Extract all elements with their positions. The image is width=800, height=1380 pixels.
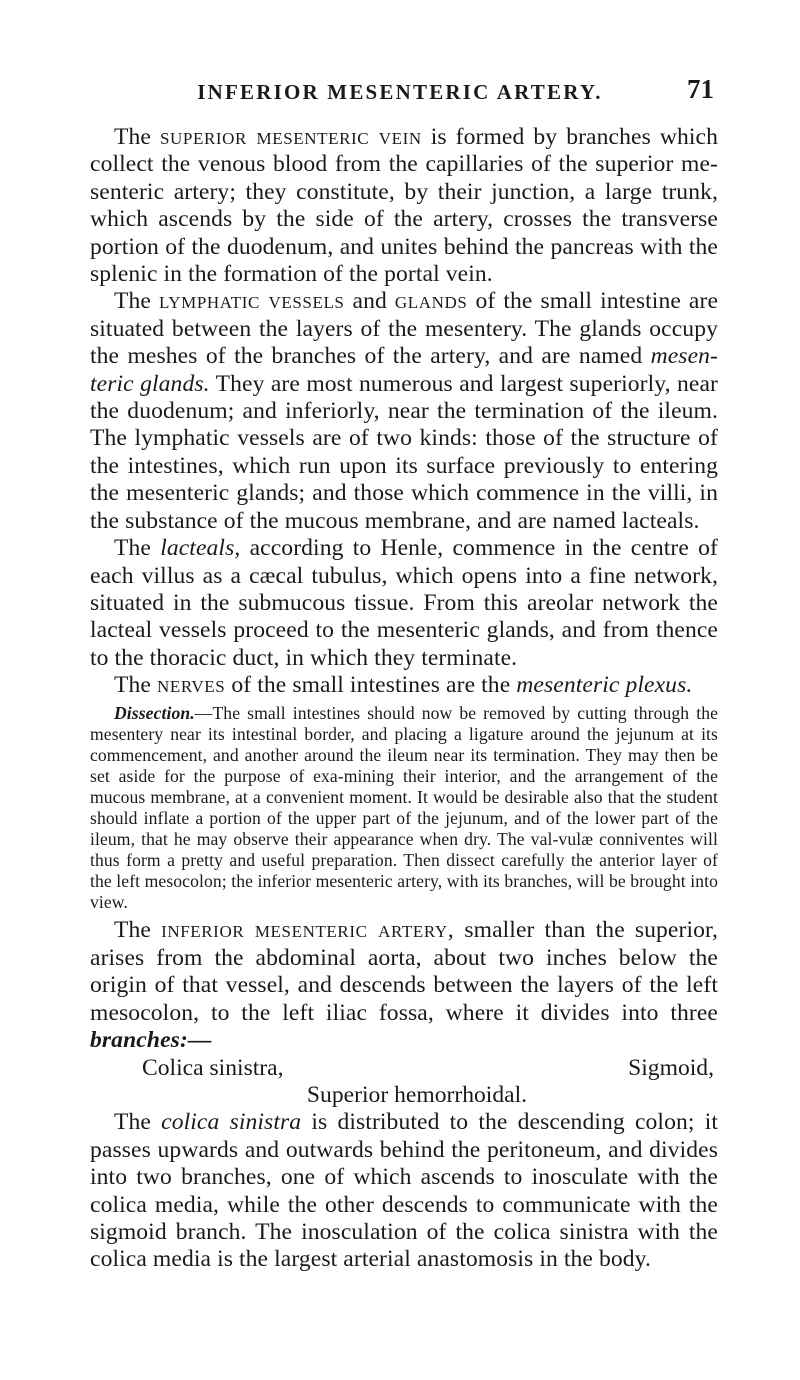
term-mesenteric-glands: mesen-teric glands. [90, 343, 719, 397]
branch-row [90, 1082, 718, 1109]
paragraph-lead: The [114, 288, 151, 315]
branch-list [90, 1055, 718, 1110]
term-lymphatic-vessels: lymphatic vessels [159, 288, 345, 315]
paragraph-colica-sinistra [90, 1109, 718, 1273]
term-nerves: nerves [156, 672, 226, 699]
branch-superior-hemorrhoidal: Superior hemorrhoidal. [306, 1081, 528, 1108]
paragraph-text: They are most numerous and largest superiorly, near the duodenum; and inferiorly, near the termination of the ileum. The lymphatic vessels are of two kinds: those of the structure of the intestines, which run upon its surface previously to entering the mesenteric glands; and those which commence in the villi, in the substance of the mucous membrane, and are named lacteals. [90, 370, 718, 534]
dissection-label: Dissection. [114, 702, 195, 723]
paragraph-text: according to Henle, commence in the centre of each villus as a cæcal tubulus, which opens into a fine network, situated in the submucous tissue. From this areolar network the lacteal vessels proceed to the mesenteric glands, and from thence to the thoracic duct, in which they terminate. [90, 535, 719, 671]
term-branches: branches:— [90, 1027, 212, 1054]
running-title: INFERIOR MESENTERIC ARTERY. [197, 80, 603, 104]
term-inferior-mesenteric-artery: inferior mesenteric artery, [161, 917, 455, 944]
paragraph-lead: The [114, 1109, 151, 1136]
paragraph-lacteals [90, 535, 718, 672]
term-superior-mesenteric-vein: superior mesenteric vein [160, 124, 422, 150]
paragraph-lead: The [114, 124, 151, 150]
paragraph-dissection [90, 703, 718, 914]
term-mesenteric-plexus: mesenteric plexus. [516, 672, 693, 699]
paragraph-superior-mesenteric-vein [90, 124, 718, 288]
paragraph-text: of the small intestines are the [231, 672, 511, 699]
conjunction: and [352, 288, 387, 315]
term-lacteals: lacteals, [160, 535, 241, 562]
branch-row [90, 1055, 718, 1082]
paragraph-inferior-mesenteric-artery [90, 917, 718, 1054]
term-glands: glands [394, 288, 468, 315]
branch-sigmoid: Sigmoid, [628, 1054, 714, 1081]
dissection-text: —The small intestines should now be removed by cutting through the mesentery near its intestinal border, and placing a ligature around the jejunum at its commencement, and another around the ileum near its termination. They may then be set aside for the purpose of exa-mining their interior, and the arrangement of the mucous membrane, at a convenient moment. It would be desirable also that the student should inflate a portion of the upper part of the jejunum, and of the lower part of the ileum, that he may observe their appearance when dry. The val-vulæ conniventes will thus form a pretty and useful preparation. Then dissect carefully the anterior layer of the left mesocolon; the inferior mesenteric artery, with its branches, will be brought into view. [90, 702, 718, 913]
paragraph-text: smaller than the superior, arises from the abdominal aorta, about two inches below the origin of that vessel, and descends between the layers of the left mesocolon, to the left iliac fossa, where it divides into three [90, 917, 719, 1026]
body-text [90, 124, 718, 1274]
paragraph-lymphatic-vessels [90, 288, 718, 535]
paragraph-text: of the small intestine are situated between the layers of the mesentery. The glands occupy the meshes of the branches of the artery, and are named [90, 288, 719, 370]
paragraph-lead: The [114, 535, 151, 562]
page-header [0, 72, 800, 112]
term-colica-sinistra: colica sinistra [161, 1109, 302, 1136]
paragraph-lead: The [114, 672, 151, 699]
paragraph-lead: The [114, 917, 151, 944]
paragraph-text: is distributed to the descending colon; it passes upwards and outwards behind the peritoneum, and divides into two branches, one of which ascends to inosculate with the colica media, while the other descends to communicate with the sigmoid branch. The inosculation of the colica sinistra with the colica media is the largest arterial anastomosis in the body. [90, 1109, 719, 1273]
paragraph-text: is formed by branches which collect the venous blood from the capillaries of the superior me-senteric artery; they constitute, by their junction, a large trunk, which ascends by the side of the artery, crosses the transverse portion of the duodenum, and unites behind the pancreas with the splenic in the formation of the portal vein. [90, 124, 719, 288]
paragraph-nerves [90, 672, 718, 699]
branch-colica-sinistra: Colica sinistra, [142, 1054, 284, 1081]
page-number: 71 [687, 74, 714, 104]
